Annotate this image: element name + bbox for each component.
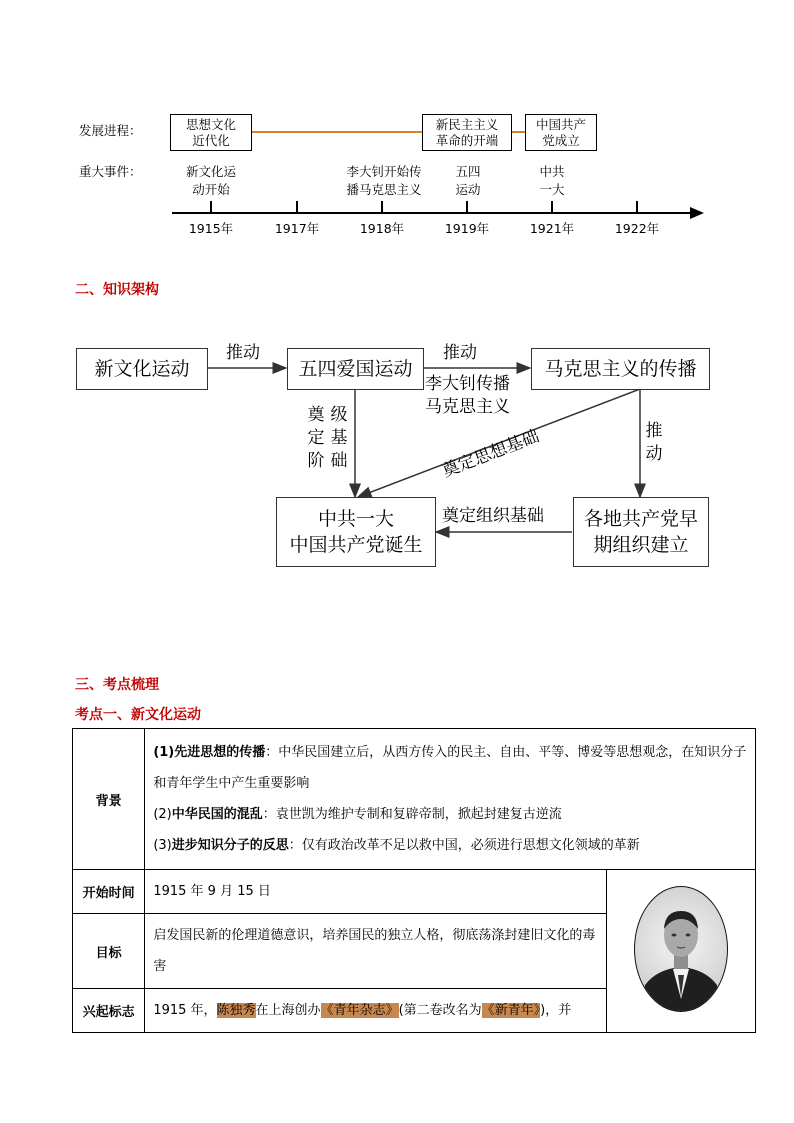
background-item-1: (1)先进思想的传播：中华民国建立后，从西方传入的民主、自由、平等、博爱等思想观念，在知识分子和青年学生中产生重要影响 [153,745,747,791]
label-push-2: 推动 [443,343,477,363]
label-push-1: 推动 [226,343,260,363]
label-li-dazhao: 李大钊传播 马克思主义 [425,374,510,417]
label-class-foundation-col1: 奠 定 阶 [307,405,325,471]
year-1918: 1918年 [359,221,405,236]
label-push-3: 推 动 [645,421,663,464]
cell-start-header: 开始时间 [73,870,145,914]
year-1919: 1919年 [444,221,490,236]
background-item-3: (3)进步知识分子的反思：仅有政治改革不足以救中国，必须进行思想文化领域的革新 [153,838,640,853]
node-marxism-spread: 马克思主义的传播 [531,348,710,390]
table-row-background [73,729,756,870]
label-class-foundation-col2: 级 基 础 [330,405,348,471]
progress-box-new-democratic: 新民主主义 革命的开端 [422,114,512,151]
node-new-culture: 新文化运动 [76,348,208,390]
new-culture-table [72,728,756,1033]
event-li-dazhao: 李大钊开始传 播马克思主义 [346,164,422,197]
cell-start-value: 1915 年 9 月 15 日 [145,870,607,914]
chen-duxiu-portrait [611,881,751,1017]
year-1917: 1917年 [274,221,320,236]
event-may-fourth: 五四 运动 [455,164,481,197]
cell-background-header: 背景 [73,729,145,870]
cell-rise-value: 1915 年，陈独秀在上海创办《青年杂志》(第二卷改名为《新青年》)，并 [145,989,607,1033]
year-1921: 1921年 [529,221,575,236]
point-one-title: 考点一、新文化运动 [75,707,201,723]
cell-rise-header: 兴起标志 [73,989,145,1033]
node-local-organizations: 各地共产党早 期组织建立 [573,497,709,567]
node-may-fourth: 五四爱国运动 [287,348,424,390]
table-row-start-time [73,870,756,914]
cell-background-content [145,729,756,870]
year-1915: 1915年 [188,221,234,236]
progress-box-cpc-founded: 中国共产 党成立 [525,114,597,151]
event-first-congress: 中共 一大 [539,164,565,197]
cell-goal-header: 目标 [73,914,145,989]
cell-portrait [606,870,755,1033]
highlight-chen-duxiu: 陈独秀 [216,1003,256,1018]
section-knowledge-title: 二、知识架构 [75,282,159,298]
highlight-youth-magazine: 《青年杂志》 [320,1003,399,1018]
progress-box-culture: 思想文化 近代化 [170,114,252,151]
label-org-foundation: 奠定组织基础 [442,506,544,526]
events-label: 重大事件： [79,164,142,179]
section-points-title: 三、考点梳理 [75,677,159,693]
event-new-culture: 新文化运 动开始 [185,164,236,197]
year-1922: 1922年 [614,221,660,236]
progress-label: 发展进程： [79,123,142,138]
highlight-new-youth: 《新青年》 [481,1003,541,1018]
label-ideology-foundation: 奠定思想基础 [439,426,543,482]
node-cpc-founded: 中共一大 中国共产党诞生 [276,497,436,567]
cell-goal-value: 启发国民新的伦理道德意识，培养国民的独立人格，彻底荡涤封建旧文化的毒害 [145,914,607,989]
background-item-2: (2)中华民国的混乱：袁世凯为维护专制和复辟帝制，掀起封建复古逆流 [153,807,562,822]
